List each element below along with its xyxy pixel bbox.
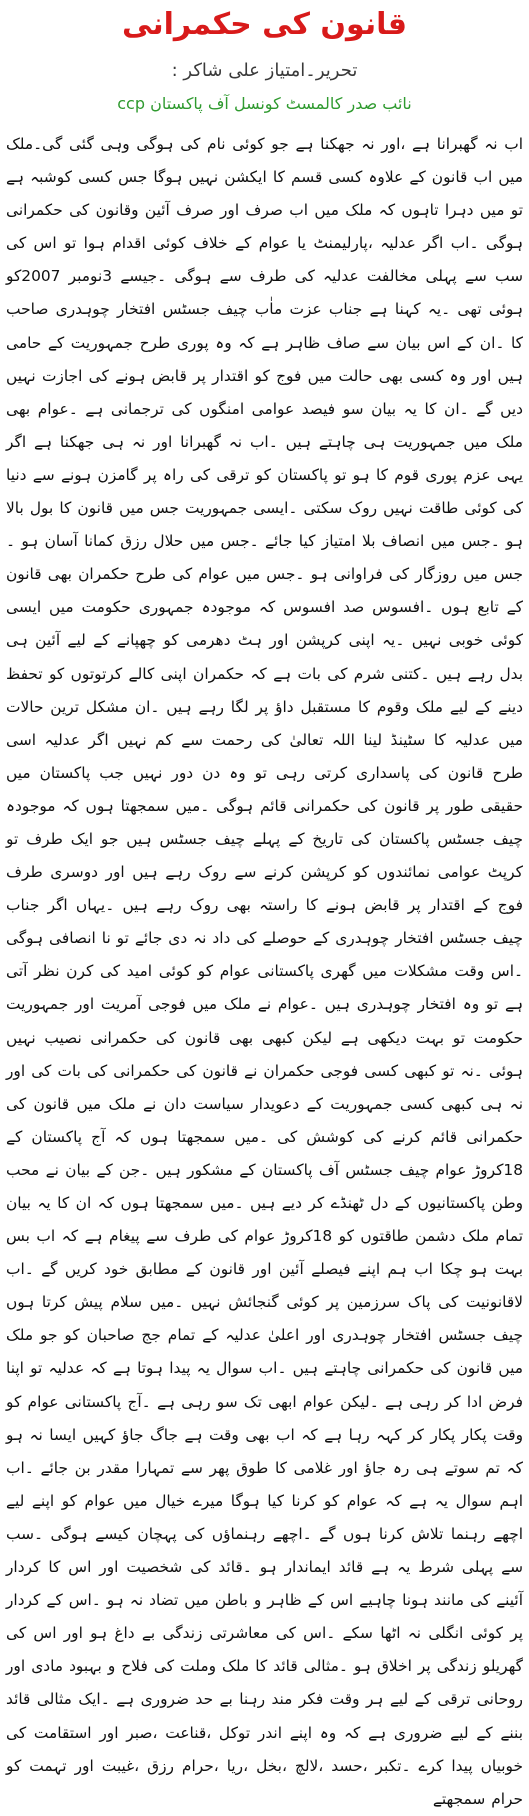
article-body: اب نہ گھبرانا ہے ،اور نہ جھکنا ہے جو کوئی نام کی ہوگی وہی گئی گی۔ملک میں اب قانون کے علاوہ کسی قسم کا ایکشن نہیں ہوگا جس کسی کوشبہ ہے تو میں دہرا تاہوں کہ ملک میں اب صرف اور صرف آئین وقانون کی حکمرانی ہوگی ۔اب اگر عدلیہ ،پارلیمنٹ یا عوام کے خلاف کوئی اقدام ہوا تو اس کی سب سے پہلی مخالفت عدلیہ کی طرف سے ہوگی ۔جیسے 3نومبر 2007کو ہوئی تھی ۔یہ کہنا ہے جناب عزت ماٰب چیف جسٹس افتخار چوہدری صاحب کا ۔ان کے اس بیان سے صاف ظاہر ہے کہ وہ پوری طرح جمہوریت کے حامی ہیں اور وہ کسی بھی حالت میں فوج کو اقتدار پر قابض ہونے کی اجازت نہیں دیں گے ۔ان کا یہ بیان سو فیصد عوامی امنگوں کی ترجمانی ہے ۔عوام بھی ملک میں جمہوریت ہی چاہتے ہیں ۔اب نہ گھبرانا اور نہ ہی جھکنا ہے اگر یہی عزم پوری قوم کا ہو تو پاکستان کو ترقی کی راہ پر گامزن ہونے سے دنیا کی کوئی طاقت نہیں روک سکتی ۔ایسی جمہوریت جس میں قانون کا بول بالا ہو ۔جس میں انصاف بلا امتیاز کیا جائے ۔جس میں حلال رزق کمانا آسان ہو ۔جس میں روزگار کی فراوانی ہو ۔جس میں عوام کی طرح حکمران بھی قانون کے تابع ہوں ۔افسوس صد افسوس کہ موجودہ جمہوری حکومت میں ایسی کوئی خوبی نہیں ۔یہ اپنی کرپشن اور ہٹ دھرمی کو چھپانے کے لیے آئین ہی بدل رہے ہیں ۔کتنی شرم کی بات ہے کہ حکمران اپنی کالے کرتوتوں کو تحفظ دینے کے لیے ملک وقوم کا مستقبل داؤ پر لگا رہے ہیں ۔ان مشکل ترین حالات میں عدلیہ کا سٹینڈ لینا اللہ تعالیٰ کی رحمت سے کم نہیں اگر عدلیہ اسی طرح قانون کی پاسداری کرتی رہی تو وہ دن دور نہیں جب پاکستان میں حقیقی طور پر قانون کی حکمرانی قائم ہوگی ۔میں سمجھتا ہوں کہ موجودہ چیف جسٹس پاکستان کی تاریخ کے پہلے چیف جسٹس ہیں جو ایک طرف تو کرپٹ عوامی نمائندوں کو کرپشن کرنے سے روک رہے ہیں اور دوسری طرف فوج کے اقتدار پر قابض ہونے کا راستہ بھی روک رہے ہیں ۔یہاں اگر جناب چیف جسٹس افتخار چوہدری کے حوصلے کی داد نہ دی جائے تو نا انصافی ہوگی ۔اس وقت مشکلات میں گھری پاکستانی عوام کو کوئی امید کی کرن نظر آتی ہے تو وہ افتخار چوہدری ہیں ۔عوام نے ملک میں فوجی آمریت اور جمہوریت حکومت تو بہت دیکھی ہے لیکن کبھی بھی قانون کی حکمرانی نصیب نہیں ہوئی ۔نہ تو کبھی کسی فوجی حکمران نے قانون کی حکمرانی کی بات کی اور نہ ہی کبھی کسی جمہوریت کے دعویدار سیاست دان نے ملک میں قانون کی حکمرانی قائم کرنے کی کوشش کی ۔میں سمجھتا ہوں کہ آج پاکستان کے 18کروڑ عوام چیف جسٹس آف پاکستان کے مشکور ہیں ۔جن کے بیان نے محب وطن پاکستانیوں کے دل ٹھنڈے کر دیے ہیں ۔میں سمجھتا ہوں کہ ان کا یہ بیان تمام ملک دشمن طاقتوں کو 18کروڑ عوام کی طرف سے پیغام ہے کہ اب بس بہت ہو چکا اب ہم اپنے فیصلے آئین اور قانون کے مطابق خود کریں گے ۔اب لاقانونیت کی پاک سرزمین پر کوئی گنجائش نہیں ۔میں سلام پیش کرتا ہوں چیف جسٹس افتخار چوہدری اور اعلیٰ عدلیہ کے تمام جج صاحبان کو جو ملک میں قانون کی حکمرانی چاہتے ہیں ۔اب سوال یہ پیدا ہوتا ہے کہ عدلیہ تو اپنا فرض ادا کر رہی ہے ۔لیکن عوام ابھی تک سو رہی ہے ۔آج پاکستانی عوام کو وقت پکار پکار کر کہہ رہا ہے کہ اب بھی وقت ہے جاگ جاؤ کہیں ایسا نہ ہو کہ تم سوتے ہی رہ جاؤ اور غلامی کا طوق پھر سے تمہارا مقدر بن جائے ۔اب اہم سوال یہ ہے کہ عوام کو کرنا کیا ہوگا میرے خیال میں عوام کو اپنے لیے اچھے رہنما تلاش کرنا ہوں گے ۔اچھے رہنماؤں کی پہچان کیسے ہوگی ۔سب سے پہلی شرط یہ ہے قائد ایماندار ہو ۔قائد کی شخصیت اور اس کا کردار آئینے کی مانند ہونا چاہیے اس کے ظاہر و باطن میں تضاد نہ ہو ۔اس کے کردار پر کوئی انگلی نہ اٹھا سکے ۔اس کی معاشرتی زندگی بے داغ ہو اور اس کی گھریلو زندگی پر اخلاق ہو ۔مثالی قائد کا ملک وملت کی فلاح و بہبود مادی اور روحانی ترقی کے لیے ہر وقت فکر مند رہنا بے حد ضروری ہے ۔ایک مثالی قائد بننے کے لیے ضروری ہے کہ وہ اپنے اندر توکل ،قناعت ،صبر اور استقامت کی خوبیاں پیدا کرے ۔تکبر ،حسد ،لالچ ،بخل ،ریا ،حرام رزق ،غیبت اور تہمت کو حرام سمجھتے: [6, 135, 524, 1808]
author-designation: نائب صدر کالمسٹ کونسل آف پاکستان ccp: [117, 94, 412, 113]
article-title: قانون کی حکمرانی: [121, 7, 407, 42]
author-byline: تحریر۔امتیاز علی شاکر :: [171, 60, 358, 81]
